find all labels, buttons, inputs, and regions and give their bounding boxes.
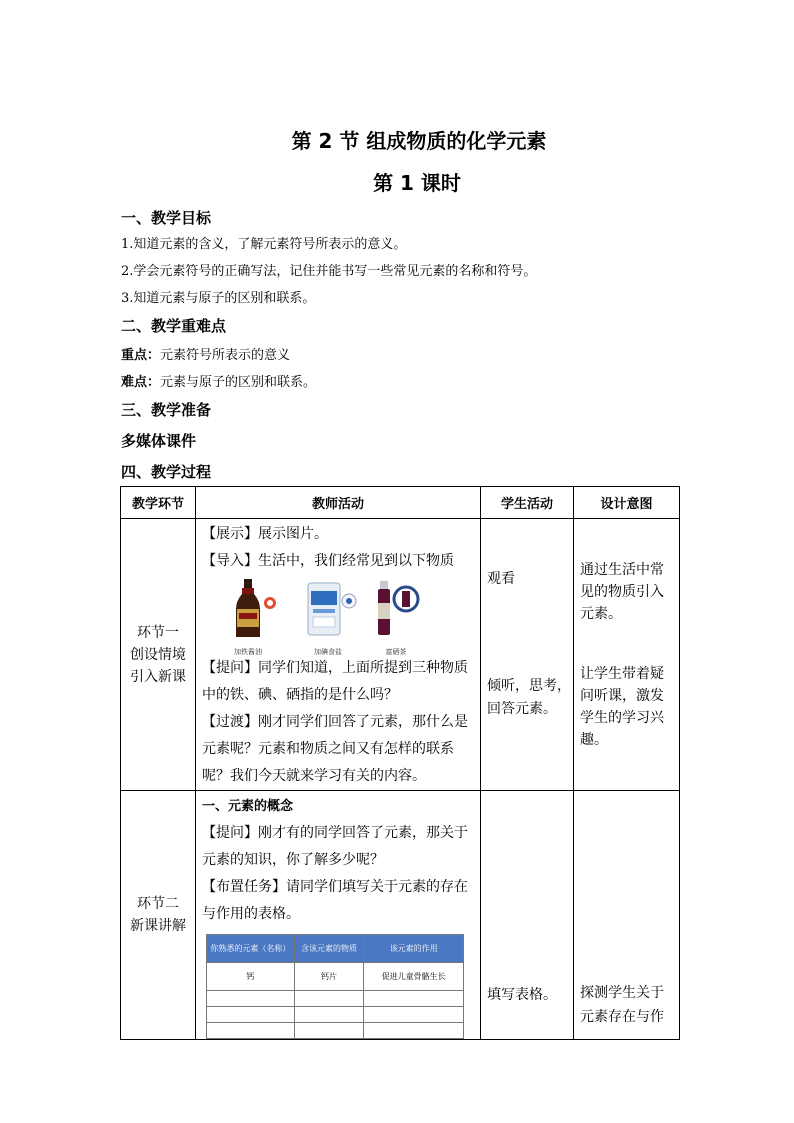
difficult-text: 元素与原子的区别和联系。: [160, 375, 317, 390]
worksheet-cell: 钙: [207, 963, 295, 991]
product-images: [202, 577, 474, 656]
worksheet-cell: 钙片: [294, 963, 364, 991]
design-text: 探测学生关于元素存在与作: [580, 985, 664, 1025]
page-title: 第 2 节 组成物质的化学元素: [291, 129, 547, 153]
table-header-row: [121, 487, 680, 519]
goal-item: 2.学会元素符号的正确写法，记住并能书写一些常见元素的名称和符号。: [121, 264, 537, 279]
header-student: 学生活动: [481, 487, 574, 519]
teacher-subheading: 一、元素的概念: [202, 799, 294, 814]
worksheet-cell: 促进儿童骨骼生长: [364, 963, 464, 991]
product-label: 加碘食盐: [314, 648, 342, 656]
design-cell: [574, 791, 680, 1040]
worksheet-row: [207, 991, 464, 1007]
student-text: 倾听，思考，回答元素。: [487, 678, 571, 717]
table-row: [121, 519, 680, 791]
stage-line: 引入新课: [130, 668, 186, 685]
worksheet-row: [207, 1023, 464, 1039]
worksheet-row: [207, 963, 464, 991]
element-worksheet-table: [206, 934, 464, 1039]
teacher-text: 【导入】生活中，我们经常见到以下物质: [202, 553, 454, 569]
worksheet-header-row: [207, 935, 464, 963]
teacher-cell: [196, 791, 481, 1040]
teacher-text: 【展示】展示图片。: [202, 526, 328, 542]
student-cell: [481, 791, 574, 1040]
teacher-cell: [196, 519, 481, 791]
teacher-text: 【过渡】刚才同学们回答了元素，那什么是元素呢？元素和物质之间又有怎样的联系呢？我们今天就来学习有关的内容。: [202, 714, 468, 784]
goal-item: 3.知道元素与原子的区别和联系。: [121, 291, 316, 306]
design-text: 让学生带着疑问听课，激发学生的学习兴趣。: [580, 666, 664, 748]
product-label: 富硒茶: [385, 648, 407, 656]
student-text: 填写表格。: [487, 987, 557, 1003]
goal-item: 1.知道元素的含义，了解元素符号所表示的意义。: [121, 237, 407, 252]
key-text: 元素符号所表示的意义: [160, 348, 291, 363]
product-label: 加铁酱油: [234, 648, 262, 656]
stage-line: 环节一: [137, 624, 179, 641]
student-cell: [481, 519, 574, 791]
teacher-text: 【提问】刚才有的同学回答了元素，那关于元素的知识，你了解多少呢？: [202, 825, 468, 868]
prep-heading: 三、教学准备: [121, 401, 212, 419]
key-heading: 二、教学重难点: [121, 317, 227, 335]
stage-line: 新课讲解: [130, 918, 186, 934]
worksheet-header: 你熟悉的元素（名称）: [207, 935, 295, 963]
stage-cell: [121, 519, 196, 791]
student-text: 观看: [487, 571, 515, 587]
stage-cell: [121, 791, 196, 1040]
stage-line: 环节二: [137, 896, 179, 912]
design-text: 通过生活中常见的物质引入元素。: [580, 562, 664, 622]
header-teacher: 教师活动: [196, 487, 481, 519]
worksheet-header: 该元素的作用: [364, 935, 464, 963]
prep-text: 多媒体课件: [121, 432, 197, 450]
difficult-label: 难点：: [121, 375, 161, 390]
worksheet-header: 含该元素的物质: [294, 935, 364, 963]
key-point: [121, 344, 290, 363]
worksheet-row: [207, 1007, 464, 1023]
table-row: [121, 791, 680, 1040]
goals-heading: 一、教学目标: [121, 209, 212, 227]
key-label: 重点：: [121, 348, 161, 363]
teacher-text: 【布置任务】请同学们填写关于元素的存在与作用的表格。: [202, 879, 468, 922]
page-subtitle: 第 1 课时: [373, 171, 461, 195]
header-design: 设计意图: [574, 487, 680, 519]
difficult-point: [121, 371, 316, 390]
teacher-text: 【提问】同学们知道，上面所提到三种物质中的铁、碘、硒指的是什么吗？: [202, 660, 468, 703]
process-table: [120, 486, 680, 1040]
process-heading: 四、教学过程: [121, 463, 212, 481]
header-stage: 教学环节: [121, 487, 196, 519]
stage-line: 创设情境: [130, 646, 186, 663]
design-cell: [574, 519, 680, 791]
